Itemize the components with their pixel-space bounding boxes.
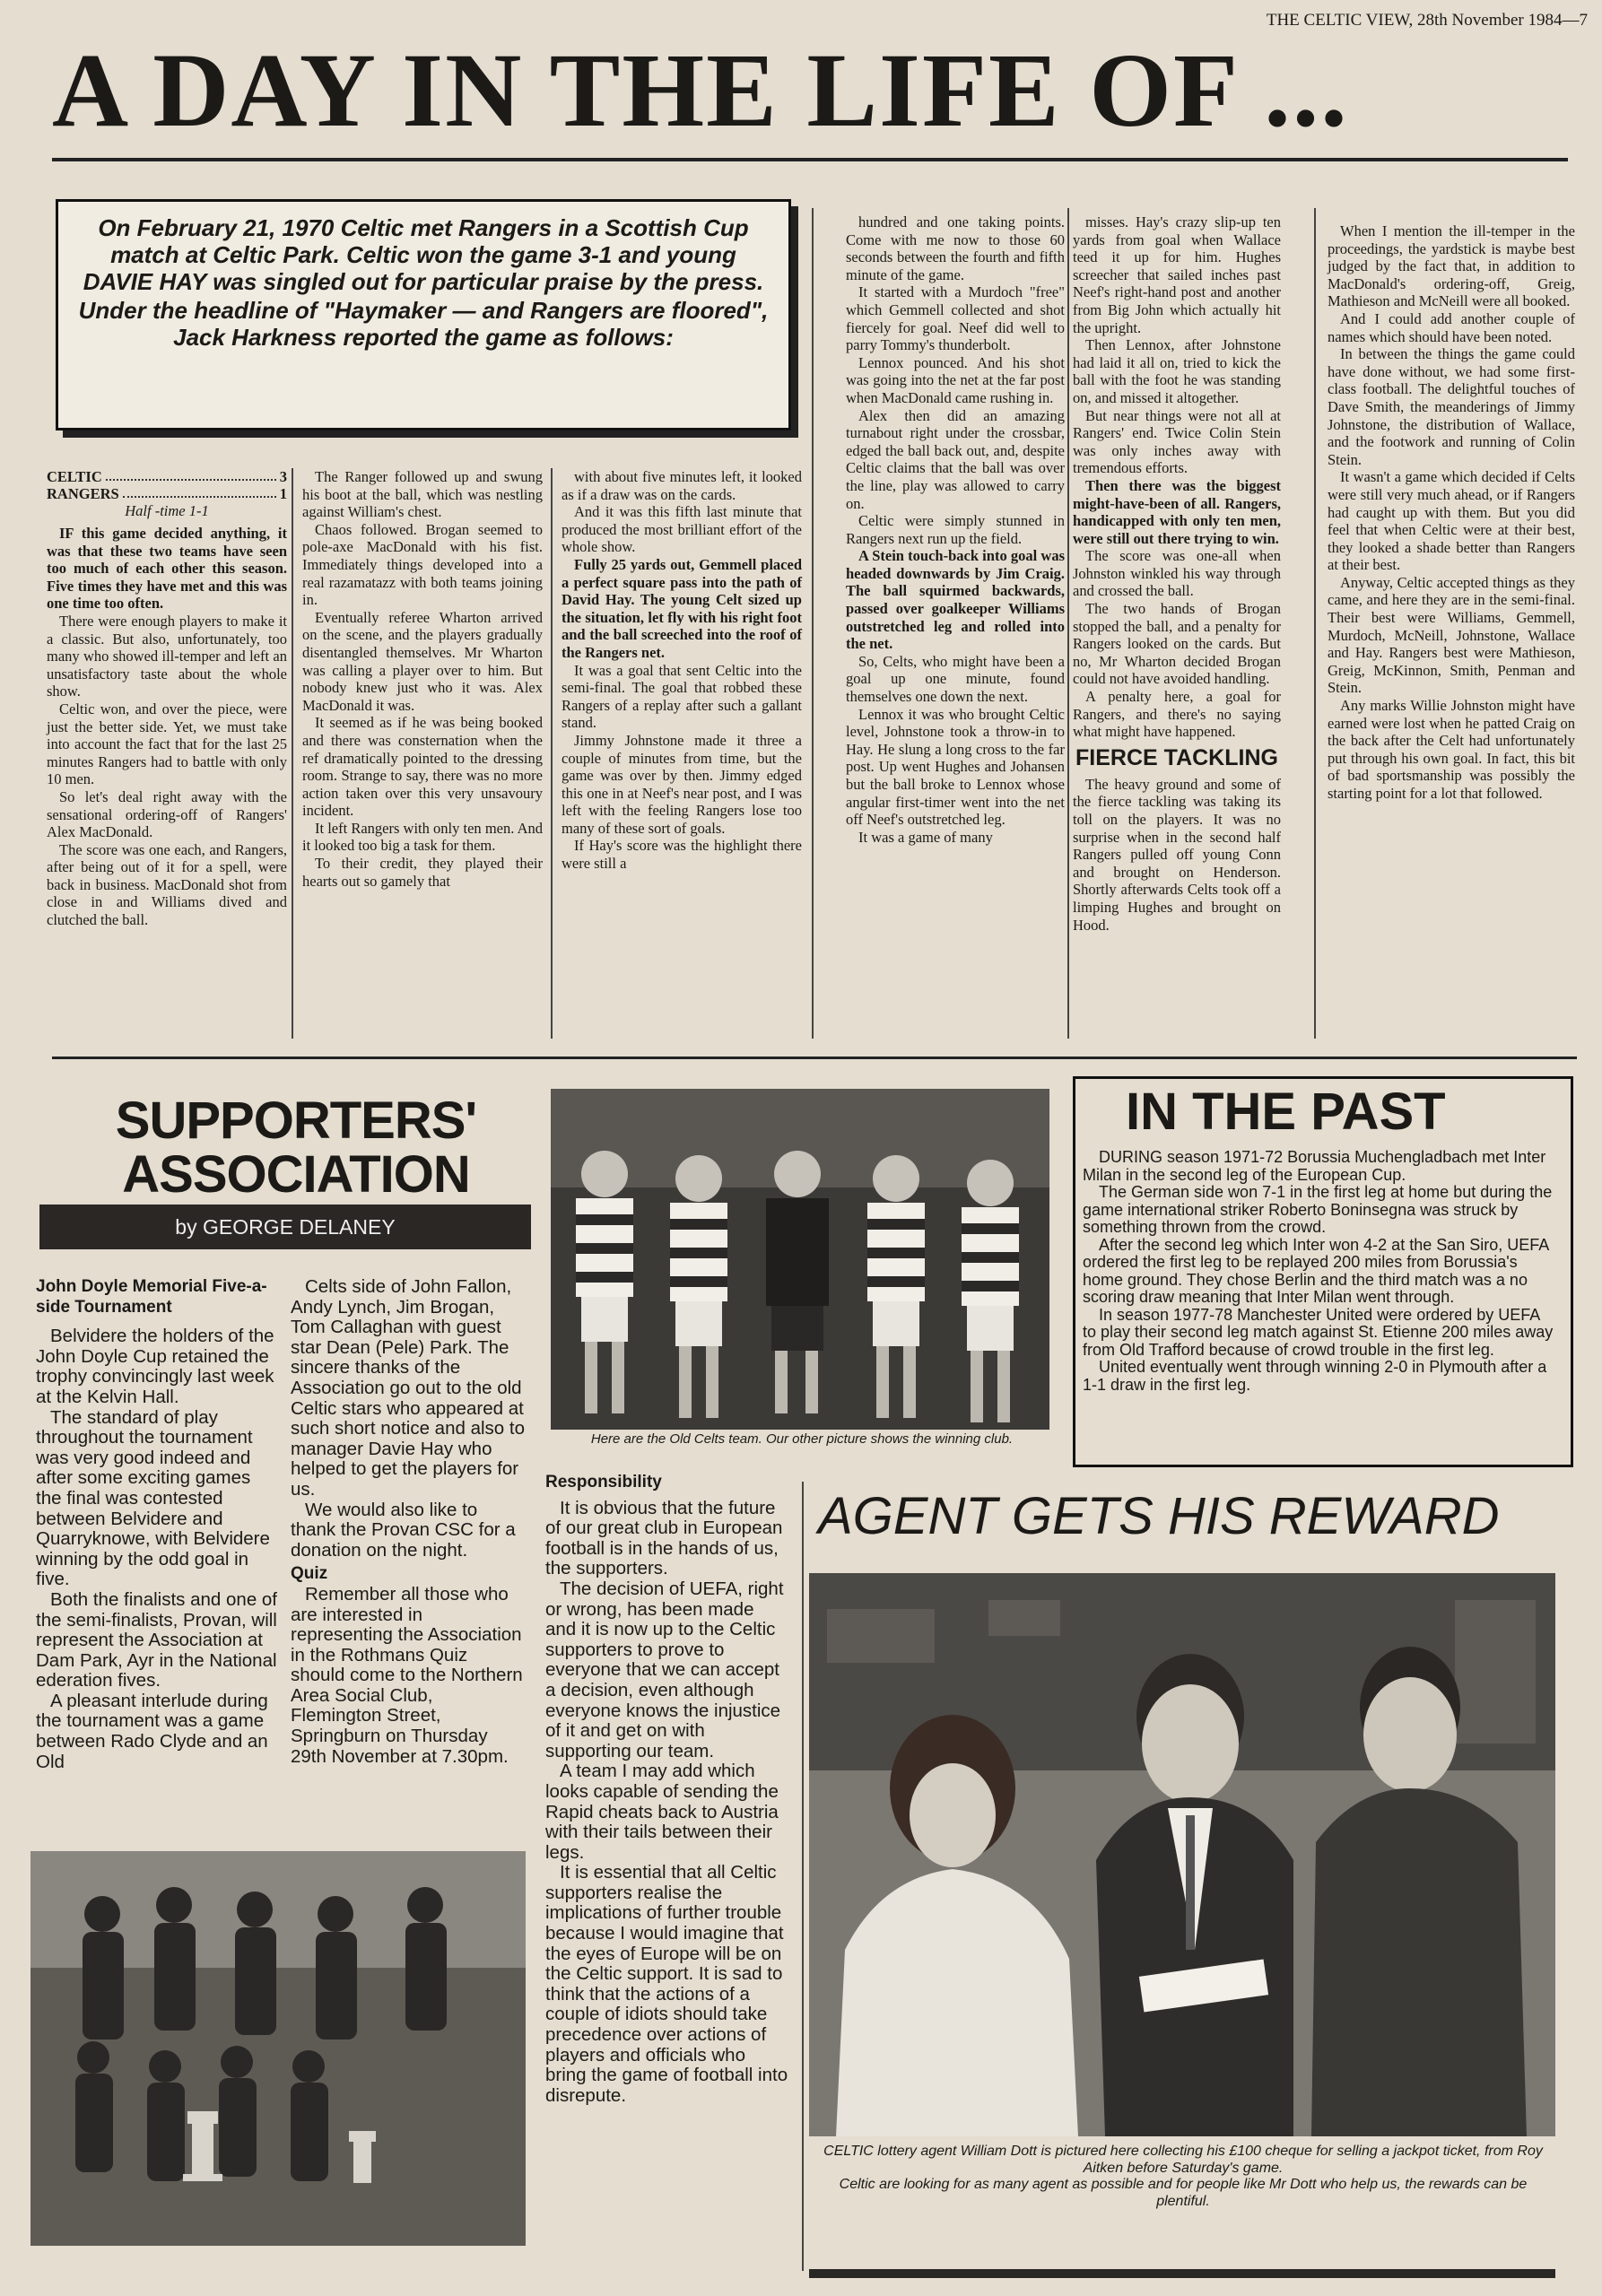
agent-headline: AGENT GETS HIS REWARD <box>818 1487 1500 1545</box>
intro-text-2: Under the headline of "Haymaker — and Rangers are floored", Jack Harkness reported the game as follows: <box>78 297 769 351</box>
paragraph: Chaos followed. Brogan seemed to pole-axe MacDonald with his fist. Immediately things developed into a real razamatazz with both teams joining in. <box>302 520 543 609</box>
paragraph: The two hands of Brogan stopped the ball, and a penalty for Rangers looked on the cards. But no, Mr Wharton decided Brogan could not have avoided handling. <box>1073 600 1281 688</box>
supporters-title-line-2: ASSOCIATION <box>122 1145 470 1204</box>
paragraph: The score was one each, and Rangers, after being out of it for a spell, were back in business. MacDonald shot from close in and Williams dived and clutched the ball. <box>47 840 287 929</box>
paragraph: So, Celts, who might have been a goal up one minute, found themselves one down the next. <box>846 652 1065 706</box>
agent-caption-1: CELTIC lottery agent William Dott is pictured here collecting his £100 cheque for selling a jackpot ticket, from Roy Aitken before Saturday's game. <box>823 2144 1543 2176</box>
paragraph: Jimmy Johnstone made it three a couple of minutes from time, but the game was over by then. Jimmy edged this one in at Neef's near post, and I was left with the feeling Rangers lose too many of these sort of goals. <box>562 731 802 837</box>
in-the-past-title: IN THE PAST <box>1126 1083 1446 1141</box>
paragraph: A pleasant interlude during the tournament was a game between Rado Clyde and an Old <box>36 1690 268 1772</box>
column-divider <box>292 468 293 1039</box>
in-the-past-text <box>1075 1140 1571 1394</box>
winning-team-photo-illustration <box>30 1851 526 2246</box>
byline: by GEORGE DELANEY <box>39 1205 531 1249</box>
paragraph: To their credit, they played their hearts out so gamely that <box>302 855 543 890</box>
paragraph: The German side won 7-1 in the first leg at home but during the game international striker Roberto Boninsegna was struck by something thrown from the crowd. <box>1083 1183 1553 1236</box>
article-column-6 <box>1328 222 1575 803</box>
column-divider <box>802 1482 804 2271</box>
headline-rule <box>52 158 1568 161</box>
paragraph: After the second leg which Inter won 4-2 at the San Siro, UEFA ordered the first leg to be replayed 200 miles from Borussia's home ground. They chose Berlin and the third match was a no scoring draw meaning that Inter Milan went through. <box>1083 1235 1549 1306</box>
supporters-column-c <box>545 1473 789 2106</box>
column-divider <box>551 468 553 1039</box>
score-team-1: CELTIC <box>47 468 102 485</box>
paragraph: The standard of play throughout the tournament was very good indeed and after some exciting games the final was contested between Belvidere and Quarryknowe, with Belvidere winning by the odd goal in five. <box>36 1406 270 1590</box>
old-celts-caption: Here are the Old Celts team. Our other picture shows the winning club. <box>590 1431 1014 1447</box>
paragraph: The decision of UEFA, right or wrong, has been made and it is now up to the Celtic supporters to prove to everyone that we can accept a decision, even although everyone knows the injustice of it and get on with supporting our team. <box>545 1578 784 1761</box>
paragraph: In between the things the game could have done without, we had some first-class football. The delightful touches of Dave Smith, the meanderings of Jimmy Johnstone, the distribution of Wallace, and the footwork and running of Colin Stein. <box>1328 345 1575 468</box>
score-value-2: 1 <box>279 485 287 502</box>
lottery-agent-photo <box>809 1573 1555 2136</box>
score-team-2: RANGERS <box>47 485 119 502</box>
section-rule <box>52 1057 1577 1059</box>
paragraph: It is essential that all Celtic supporters realise the implications of further trouble because I would imagine that the eyes of Europe will be on the Celtic support. It is sad to think that the actions of a couple of idiots should take precedence over actions of players and officials who bring the game of football into disrepute. <box>545 1862 788 2106</box>
paragraph: Alex then did an amazing turnabout right under the crossbar, edged the ball back out, and, despite Celtic claims that the ball was over the line, play was allowed to carry on. <box>846 406 1065 512</box>
paragraph: When I mention the ill-temper in the proceedings, the yardstick is maybe best judged by the fact that, in addition to MacDonald's ordering-off, Greig, Mathieson and McNeill were all booked. <box>1328 222 1575 310</box>
column-5-text-a <box>1073 213 1281 741</box>
paragraph: hundred and one taking points. Come with me now to those 60 seconds between the fourth and fifth minute of the game. <box>846 213 1065 283</box>
agent-caption <box>813 2144 1554 2210</box>
supporters-title <box>108 1091 484 1204</box>
paragraph: So let's deal right away with the sensational ordering-off of Rangers' Alex MacDonald. <box>47 787 287 841</box>
paragraph: Both the finalists and one of the semi-finalists, Provan, will represent the Association at Dam Park, Ayr in the National ederation fives. <box>36 1588 278 1692</box>
footer-bar <box>809 2269 1555 2278</box>
paragraph: Celts side of John Fallon, Andy Lynch, Jim Brogan, Tom Callaghan with guest star Dean (Pele) Park. The sincere thanks of the Association go out to the old Celtic stars who appeared at such short notice and also to manager Davie Hay who helped to get the players for us. <box>291 1276 525 1500</box>
paragraph: Any marks Willie Johnston might have earned were lost when he patted Craig on the back after the Celt had unfortunately put through his own goal. In fact, this bit of bad sportsmanship was possibly the starting point for a lot that followed. <box>1328 697 1575 802</box>
paragraph: And I could add another couple of names which should have been noted. <box>1328 309 1575 345</box>
paragraph: with about five minutes left, it looked as if a draw was on the cards. <box>562 468 802 503</box>
column-divider <box>812 208 814 1039</box>
paragraph: It wasn't a game which decided if Celts were still very much ahead, or if Rangers had caught up with them. But you did feel that when Celtic were at their best, they looked a shade better than Rangers at their best. <box>1328 468 1575 574</box>
paragraph: United eventually went through winning 2-0 in Plymouth after a 1-1 draw in the first leg. <box>1083 1358 1547 1394</box>
fierce-tackling-subhead: FIERCE TACKLING <box>1075 744 1278 770</box>
article-column-4 <box>846 213 1065 846</box>
paragraph: It was a game of many <box>858 828 993 846</box>
paragraph: The heavy ground and some of the fierce tackling was taking its toll on the players. It was no surprise when in the second half Rangers pulled off young Conn and brought on Henderson. Shortly afterwards Celts took off a limping Hughes and brought on Hood. <box>1073 775 1281 934</box>
paragraph: Belvidere the holders of the John Doyle Cup retained the trophy convincingly last week at the Kelvin Hall. <box>36 1326 274 1407</box>
paragraph: It is obvious that the future of our great club in European football is in the hands of us, the supporters. <box>545 1497 783 1579</box>
paragraph: Then Lennox, after Johnstone had laid it all on, tried to kick the ball with the foot he was standing on, and missed it altogether. <box>1073 336 1281 406</box>
paragraph: It started with a Murdoch "free" which Gemmell collected and shot fiercely for goal. Neef did well to parry Tommy's thunderbolt. <box>846 283 1065 354</box>
winning-team-photo <box>30 1851 526 2246</box>
paragraph: Fully 25 yards out, Gemmell placed a perfect square pass into the path of David Hay. The young Celt sized up the situation, let fly with his right foot and the ball screeched into the roof of the Rangers net. <box>562 555 802 661</box>
paragraph: DURING season 1971-72 Borussia Muchengladbach met Inter Milan in the second leg of the European Cup. <box>1083 1148 1546 1184</box>
quiz-heading: Quiz <box>291 1564 328 1584</box>
paragraph: Remember all those who are interested in representing the Association in the Rothmans Quiz should come to the Northern Area Social Club, Flemington Street, Springburn on Thursday 29th November at 7.30pm. <box>291 1583 523 1767</box>
paragraph: A Stein touch-back into goal was headed downwards by Jim Craig. The ball squirmed backwards, passed over goalkeeper Williams outstretched leg and rolled into the net. <box>846 547 1065 653</box>
column-divider <box>1067 208 1069 1039</box>
paragraph: The score was one-all when Johnston winkled his way through and crossed the ball. <box>1073 547 1281 600</box>
paragraph: If Hay's score was the highlight there were still a <box>562 837 802 873</box>
page-headline: A DAY IN THE LIFE OF ... <box>52 31 1349 149</box>
in-the-past-box <box>1073 1076 1573 1467</box>
paragraph: A team I may add which looks capable of sending the Rapid cheats back to Austria with their tails between their legs. <box>545 1761 779 1863</box>
paragraph: It seemed as if he was being booked and there was consternation when the ref dramatically pointed to the dressing room. Strange to say, there was no more action taken over this very unsavoury incident. <box>302 714 543 820</box>
lottery-agent-photo-illustration <box>809 1573 1555 2136</box>
paragraph: It left Rangers with only ten men. And it looked too big a task for them. <box>302 819 543 855</box>
old-celts-photo-illustration <box>551 1089 1049 1430</box>
paragraph: Anyway, Celtic accepted things as they came, and here they are in the semi-final. Their best were Williams, Gemmell, Murdoch, McNeill, Johnstone, Wallace and Hay. Rangers best were Mathieson, Greig, McKinnon, Smith, Penman and Stein. <box>1328 573 1575 697</box>
supporters-column-b <box>291 1277 526 1767</box>
paragraph: There were enough players to make it a classic. But also, unfortunately, too many who showed ill-temper and left an unsatisfactory taste about the whole show. <box>47 612 287 700</box>
column-1-text <box>47 525 287 929</box>
paragraph: And it was this fifth last minute that produced the most brilliant effort of the whole show. <box>562 503 802 556</box>
article-column-2 <box>302 468 543 890</box>
paragraph: In season 1977-78 Manchester United were ordered by UEFA to play their second leg match against St. Etienne 200 miles away from Old Trafford because of crowd trouble in the first leg. <box>1083 1305 1554 1359</box>
supporters-column-a <box>36 1277 278 1772</box>
article-column-3 <box>562 468 802 873</box>
column-5-text-b <box>1073 776 1281 934</box>
paragraph: Celtic were simply stunned in Rangers next run up the field. <box>846 512 1065 547</box>
tournament-heading: John Doyle Memorial Five-a-side Tournament <box>36 1277 267 1317</box>
column-divider <box>1314 208 1316 1039</box>
score-value-1: 3 <box>279 468 287 485</box>
article-column-5 <box>1073 213 1281 934</box>
paragraph: Eventually referee Wharton arrived on the scene, and the players gradually disentangled themselves. Mr Wharton was calling a player over to him. But nobody knew just who it was. Alex MacDonald it was. <box>302 608 543 714</box>
paragraph: The Ranger followed up and swung his boot at the ball, which was nestling against William's chest. <box>302 468 543 521</box>
paragraph: Lennox it was who brought Celtic level, Johnstone took a throw-in to Hay. He slung a long cross to the far post. Up went Hughes and Johansen but the ball broke to Lennox whose angular first-timer went into the net off Neef's outstretched leg. <box>846 705 1065 829</box>
halftime-score: Half -time 1-1 <box>125 502 209 519</box>
score-box <box>47 468 287 519</box>
paragraph: Lennox pounced. And his shot was going into the net at the far post when MacDonald came rushing in. <box>846 353 1065 406</box>
paragraph: It was a goal that sent Celtic into the semi-final. The goal that robbed these Rangers of a replay after such a gallant stand. <box>562 661 802 732</box>
paragraph: misses. Hay's crazy slip-up ten yards from goal when Wallace teed it up for him. Hughes screecher that sailed inches past Neef's right-hand post and another from Big John which actually hit the upright. <box>1073 213 1281 336</box>
paragraph: A penalty here, a goal for Rangers, and there's no saying what might have happened. <box>1073 688 1281 741</box>
paragraph: We would also like to thank the Provan CSC for a donation on the night. <box>291 1499 516 1561</box>
article-column-1 <box>47 468 287 929</box>
agent-caption-2: Celtic are looking for as many agent as possible and for people like Mr Dott who help us, the rewards can be plentiful. <box>839 2177 1528 2209</box>
paragraph: But near things were not all at Rangers' end. Twice Colin Stein was only inches away with tremendous efforts. <box>1073 406 1281 477</box>
old-celts-photo <box>551 1089 1049 1430</box>
paragraph: Then there was the biggest might-have-been of all. Rangers, handicapped with only ten men, were still out there trying to win. <box>1073 476 1281 547</box>
responsibility-heading: Responsibility <box>545 1473 662 1492</box>
supporters-title-line-1: SUPPORTERS' <box>115 1091 477 1150</box>
masthead: THE CELTIC VIEW, 28th November 1984—7 <box>1266 11 1588 30</box>
intro-text-1: On February 21, 1970 Celtic met Rangers in a Scottish Cup match at Celtic Park. Celtic won the game 3-1 and young DAVIE HAY was singled out for particular praise by the press. <box>83 214 764 295</box>
paragraph: IF this game decided anything, it was that these two teams have seen too much of each other this season. Five times they have met and this was one time too often. <box>47 525 287 613</box>
paragraph: Celtic won, and over the piece, were just the better side. Yet, we must take into account the fact that for the last 25 minutes Rangers had to battle with only 10 men. <box>47 700 287 788</box>
intro-box <box>56 199 791 430</box>
